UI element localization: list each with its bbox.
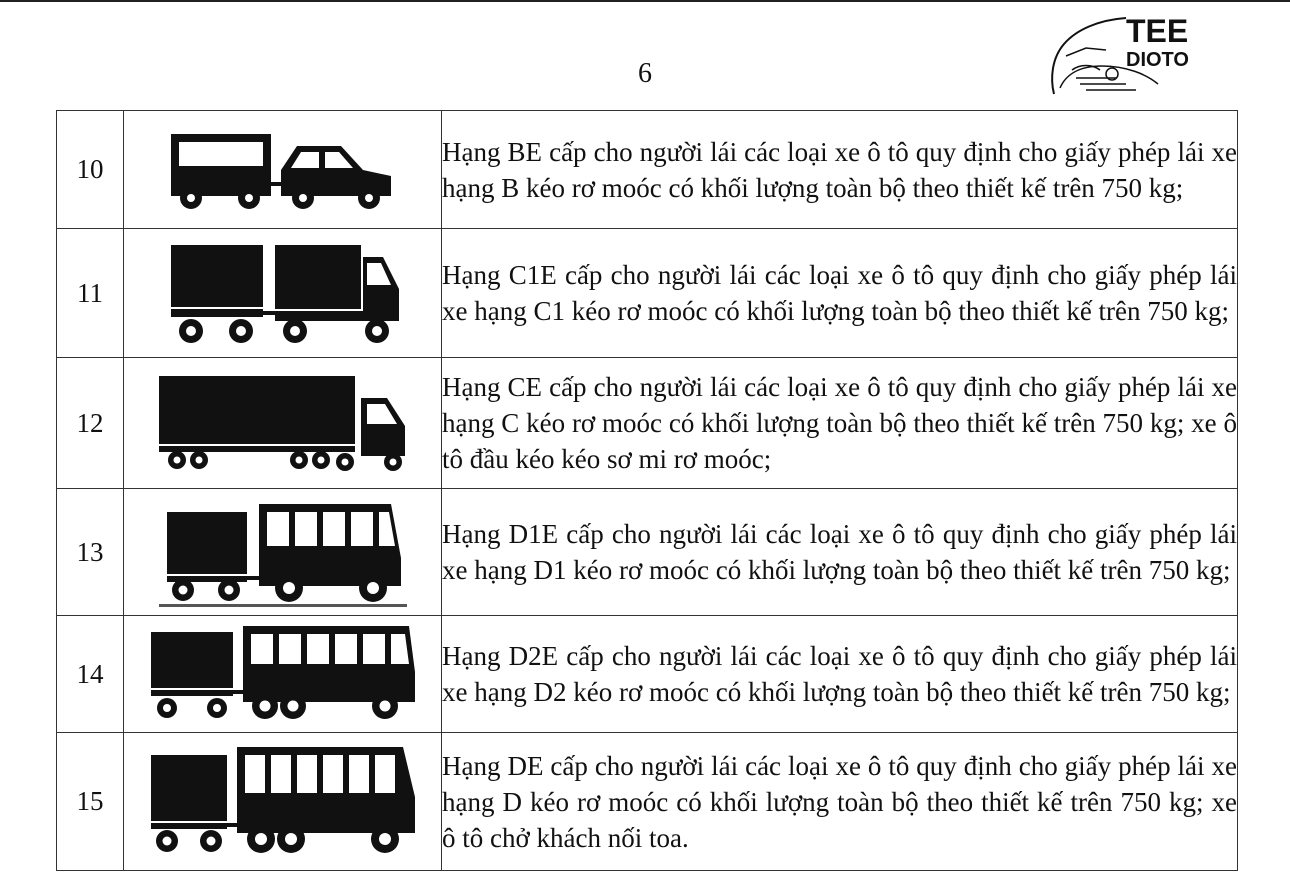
page-number: 6	[638, 58, 652, 89]
table-row	[57, 616, 1238, 733]
table-row	[57, 229, 1238, 358]
minibus-with-trailer-icon	[155, 496, 411, 608]
vehicle-illustration-cell	[124, 616, 442, 733]
table-row	[57, 489, 1238, 616]
trailer-and-light-truck-icon	[163, 237, 403, 349]
logo-line-2: DIOTO	[1126, 49, 1189, 71]
logo-line-1: TEE	[1126, 13, 1189, 49]
tractor-semitrailer-icon	[155, 368, 411, 478]
table-row	[57, 358, 1238, 489]
row-number: 11	[57, 229, 124, 358]
licence-description: Hạng DE cấp cho người lái các loại xe ô tô quy định cho giấy phép lái xe hạng D kéo rơ moóc có khối lượng toàn bộ theo thiết kế trên 750 kg; xe ô tô chở khách nối toa.	[442, 733, 1238, 871]
row-number: 10	[57, 111, 124, 229]
licence-description: Hạng BE cấp cho người lái các loại xe ô tô quy định cho giấy phép lái xe hạng B kéo rơ moóc có khối lượng toàn bộ theo thiết kế trên 750 kg;	[442, 111, 1238, 229]
row-number: 12	[57, 358, 124, 489]
row-number: 14	[57, 616, 124, 733]
vehicle-illustration-cell	[124, 358, 442, 489]
licence-description: Hạng D2E cấp cho người lái các loại xe ô tô quy định cho giấy phép lái xe hạng D2 kéo rơ moóc có khối lượng toàn bộ theo thiết kế trên 750 kg;	[442, 616, 1238, 733]
row-number: 15	[57, 733, 124, 871]
licence-description: Hạng D1E cấp cho người lái các loại xe ô tô quy định cho giấy phép lái xe hạng D1 kéo rơ moóc có khối lượng toàn bộ theo thiết kế trên 750 kg;	[442, 489, 1238, 616]
vehicle-illustration-cell	[124, 111, 442, 229]
vehicle-illustration-cell	[124, 229, 442, 358]
vehicle-illustration-cell	[124, 733, 442, 871]
licence-class-table	[56, 110, 1238, 871]
row-number: 13	[57, 489, 124, 616]
coach-with-trailer-icon	[147, 741, 419, 863]
truck-and-car-icon	[163, 124, 403, 216]
licence-description: Hạng CE cấp cho người lái các loại xe ô tô quy định cho giấy phép lái xe hạng C kéo rơ moóc có khối lượng toàn bộ theo thiết kế trên 750 kg; xe ô tô đầu kéo kéo sơ mi rơ moóc;	[442, 358, 1238, 489]
top-rule	[0, 0, 1290, 2]
vehicle-illustration-cell	[124, 489, 442, 616]
bus-with-trailer-icon	[147, 622, 419, 726]
brand-logo	[1046, 8, 1206, 100]
licence-description: Hạng C1E cấp cho người lái các loại xe ô tô quy định cho giấy phép lái xe hạng C1 kéo rơ moóc có khối lượng toàn bộ theo thiết kế trên 750 kg;	[442, 229, 1238, 358]
table-row	[57, 733, 1238, 871]
table-row	[57, 111, 1238, 229]
